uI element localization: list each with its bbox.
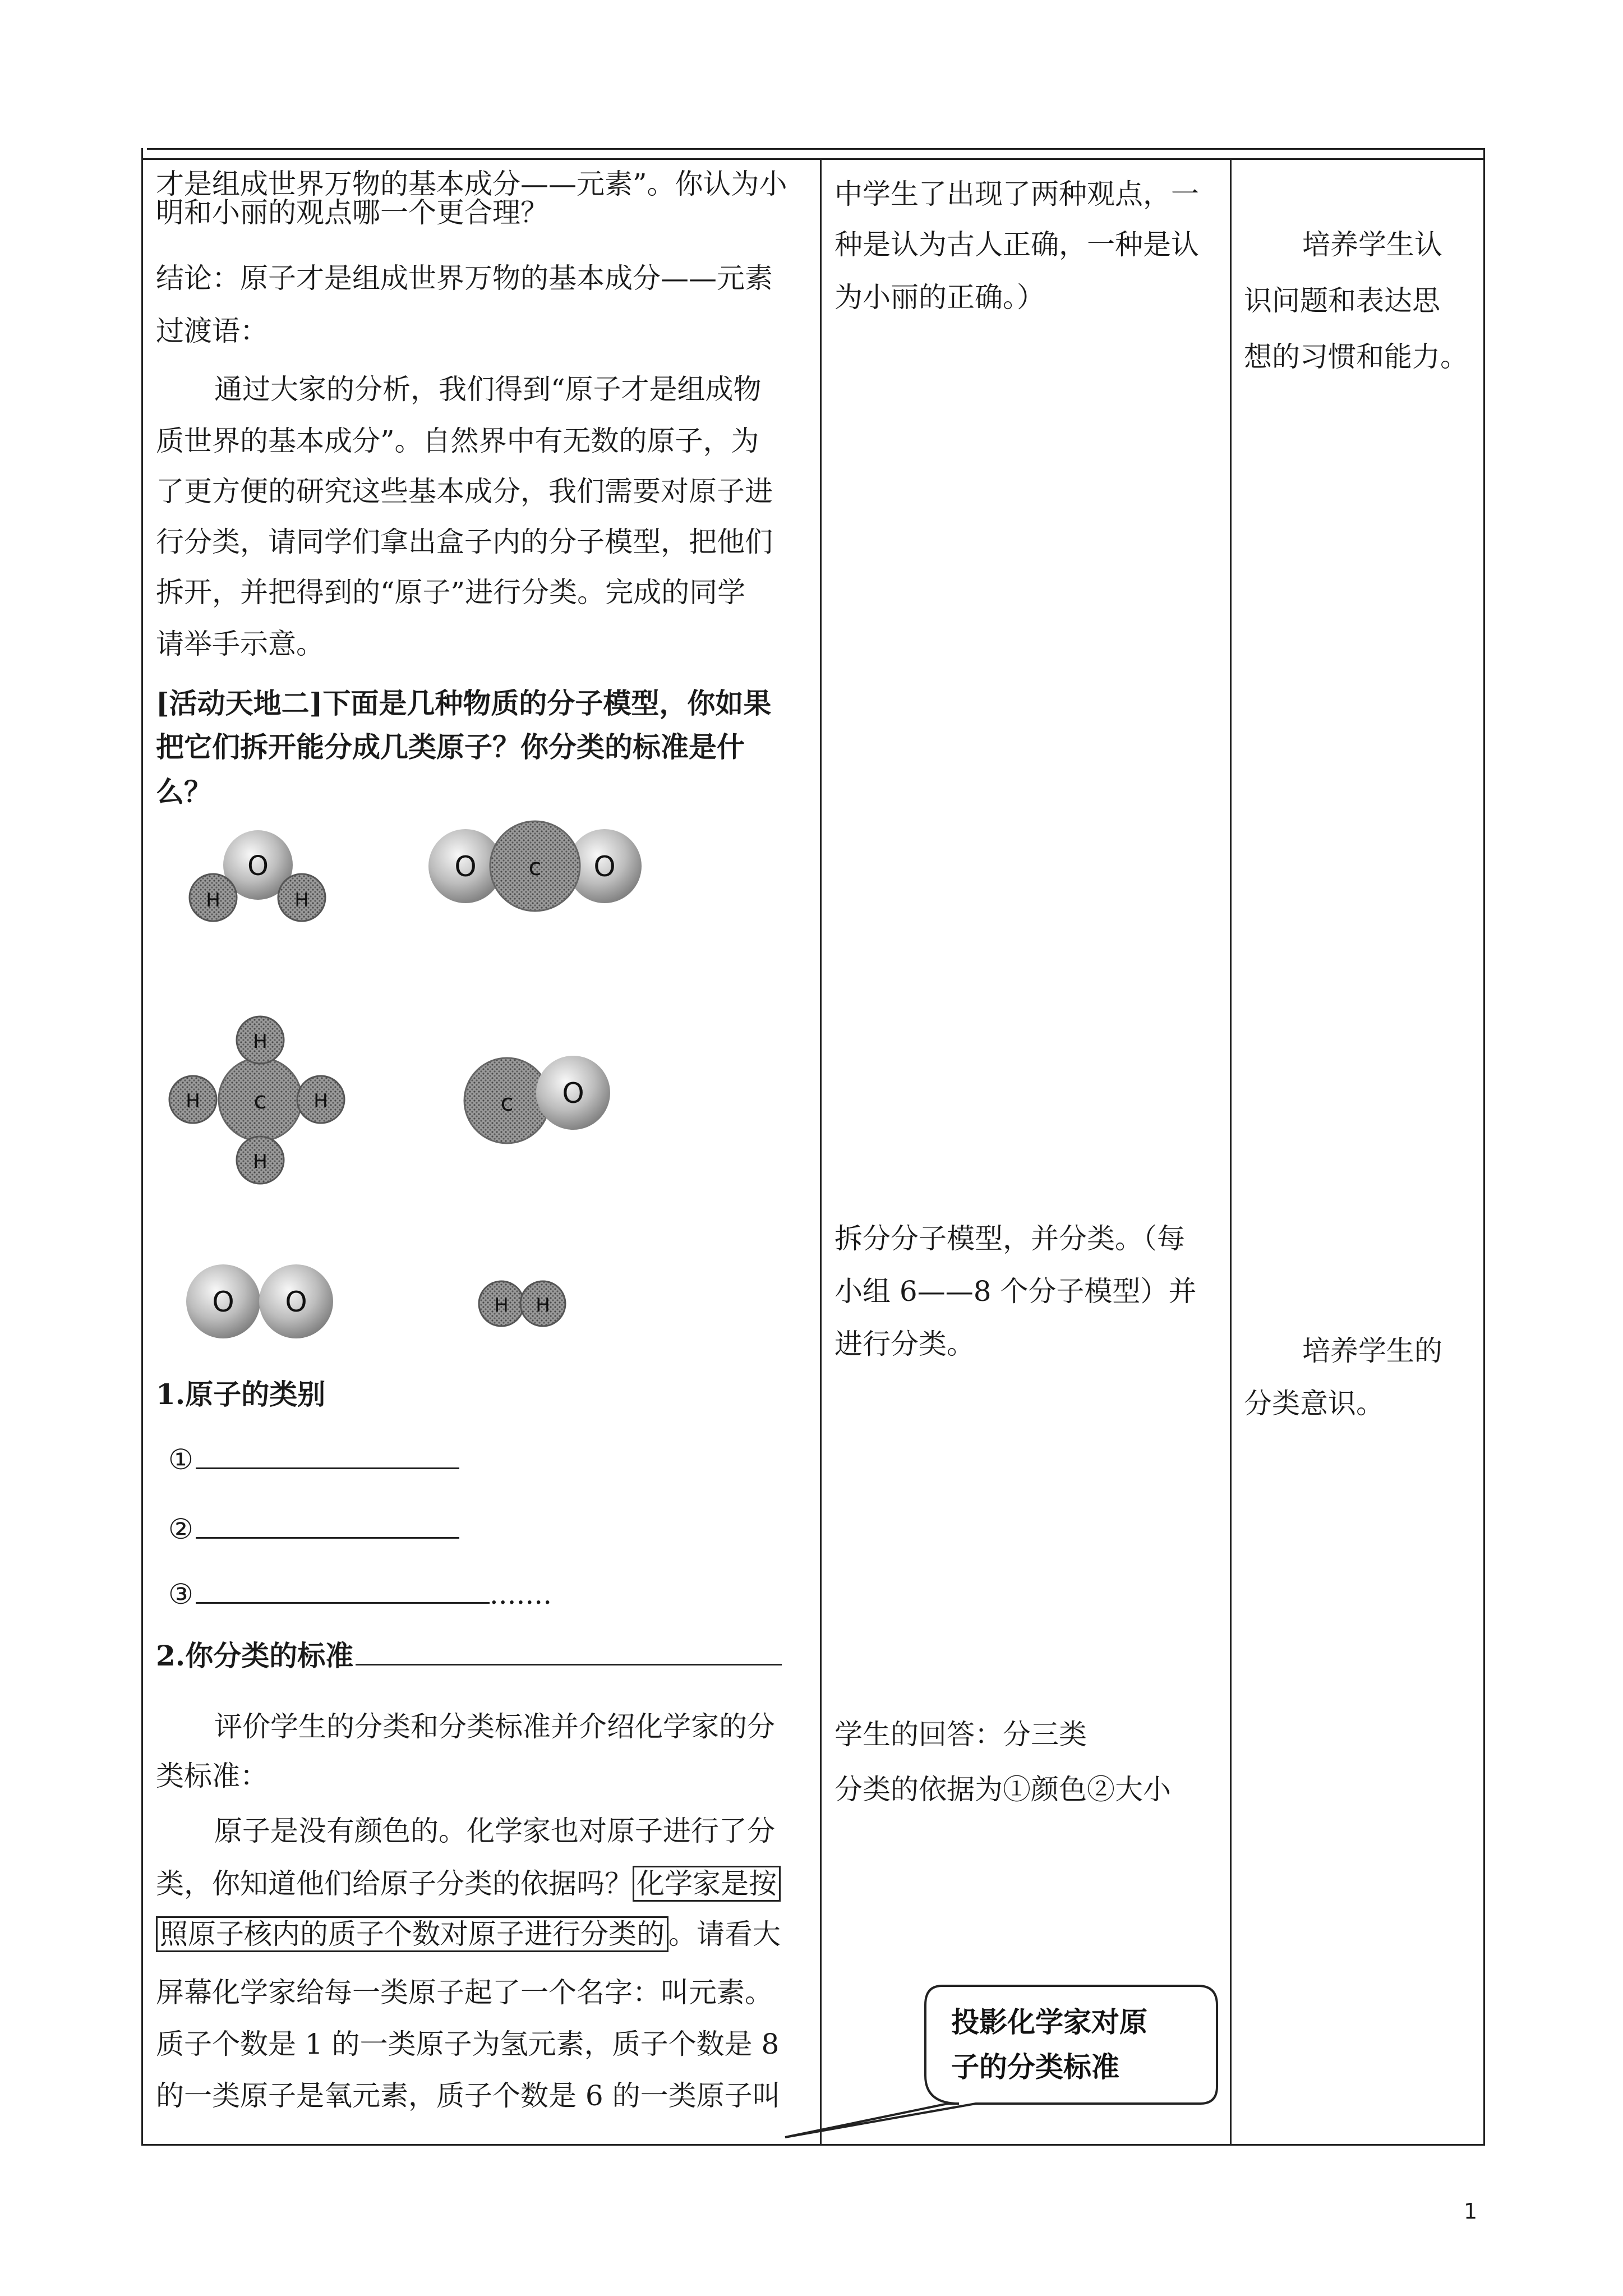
hydrogen-label: H xyxy=(206,889,220,912)
table-left-border xyxy=(141,148,143,2146)
text-line: 拆分分子模型，并分类。（每 xyxy=(834,1222,1185,1255)
hydrogen-label: H xyxy=(494,1294,509,1317)
conclusion-line: 结论：原子才是组成世界万物的基本成分——元素 xyxy=(156,262,773,295)
table-right-border xyxy=(1483,148,1485,2146)
page-number: 1 xyxy=(1464,2199,1478,2224)
text-line: 拆开，并把得到的“原子”进行分类。完成的同学 xyxy=(156,576,746,609)
top-rule xyxy=(147,148,1485,150)
answer-line-1: ① xyxy=(168,1434,459,1485)
text-line: 培养学生认 xyxy=(1302,228,1442,261)
text-line: 种是认为古人正确，一种是认 xyxy=(834,228,1199,261)
highlight-box: 照原子核内的质子个数对原子进行分类的 xyxy=(156,1916,668,1952)
column-divider-2 xyxy=(1230,158,1232,2146)
hydrogen-molecule xyxy=(479,1281,565,1326)
text-line: 评价学生的分类和分类标准并介绍化学家的分 xyxy=(214,1710,775,1743)
methane-molecule xyxy=(169,1016,344,1184)
question-1-title: 1.原子的类别 xyxy=(156,1378,326,1411)
text-line: 明和小丽的观点哪一个更合理？ xyxy=(156,196,548,229)
hydrogen-label: H xyxy=(253,1030,268,1053)
oxygen-label: O xyxy=(454,850,477,883)
text-line: 请举手示意。 xyxy=(156,628,324,660)
text-line: 的一类原子是氧元素，质子个数是 6 的一类原子叫 xyxy=(156,2079,781,2112)
answer-line-3: ③ ....... xyxy=(168,1568,552,1620)
oxygen-label: O xyxy=(212,1286,234,1318)
activity-heading: 把它们拆开能分成几类原子？你分类的标准是什 xyxy=(156,730,745,763)
hydrogen-label: H xyxy=(536,1294,550,1317)
hydrogen-label: H xyxy=(186,1090,200,1112)
activity-heading: 么？ xyxy=(156,775,212,808)
text-line: 原子是没有颜色的。化学家也对原子进行了分 xyxy=(214,1815,775,1847)
transition-label: 过渡语： xyxy=(156,315,268,347)
oxygen-label: O xyxy=(247,850,269,882)
text-line: 分类意识。 xyxy=(1244,1387,1384,1420)
highlight-box: 化学家是按 xyxy=(633,1866,781,1902)
hydrogen-label: H xyxy=(313,1090,328,1112)
callout-bubble xyxy=(774,1969,1223,2148)
text-line: 为小丽的正确。） xyxy=(834,281,1045,314)
oxygen-label: O xyxy=(593,850,616,883)
carbon-label: c xyxy=(500,1089,514,1116)
text-line: 进行分类。 xyxy=(834,1328,975,1360)
text-line: 分类的依据为①颜色②大小 xyxy=(834,1773,1171,1806)
text-line: 类标准： xyxy=(156,1760,268,1792)
water-molecule xyxy=(190,830,325,921)
hydrogen-label: H xyxy=(253,1151,268,1173)
oxygen-label: O xyxy=(562,1077,584,1110)
carbon-label: c xyxy=(253,1087,267,1114)
question-2-title: 2.你分类的标准 xyxy=(156,1630,782,1682)
text-line: 小组 6——8 个分子模型）并 xyxy=(834,1275,1197,1308)
text-line: 才是组成世界万物的基本成分——元素”。你认为小 xyxy=(156,168,787,200)
molecule-models xyxy=(150,808,812,1346)
text-line: 照原子核内的质子个数对原子进行分类的 。请看大 xyxy=(156,1908,781,1960)
carbon-label: c xyxy=(528,853,542,881)
callout-text: 子的分类标准 xyxy=(951,2051,1119,2083)
callout-text: 投影化学家对原 xyxy=(951,2006,1147,2039)
column-divider-1 xyxy=(820,158,822,2146)
text-line: 质世界的基本成分”。自然界中有无数的原子，为 xyxy=(156,425,759,457)
oxygen-molecule xyxy=(186,1264,333,1338)
hydrogen-label: H xyxy=(294,889,309,912)
text-line: 培养学生的 xyxy=(1302,1335,1442,1367)
text-line: 行分类，请同学们拿出盒子内的分子模型，把他们 xyxy=(156,526,773,558)
text-line: 类，你知道他们给原子分类的依据吗？ 化学家是按 xyxy=(156,1858,781,1910)
text-line: 识问题和表达思 xyxy=(1244,284,1440,317)
activity-heading: [活动天地二]下面是几种物质的分子模型，你如果 xyxy=(156,687,772,720)
text-line: 了更方便的研究这些基本成分，我们需要对原子进 xyxy=(156,475,773,508)
carbon-monoxide-molecule xyxy=(464,1056,610,1143)
text-line: 中学生了出现了两种观点，一 xyxy=(834,178,1199,210)
text-line: 屏幕化学家给每一类原子起了一个名字：叫元素。 xyxy=(156,1976,773,2009)
carbon-dioxide-molecule xyxy=(428,821,642,911)
answer-line-2: ② xyxy=(168,1503,459,1555)
text-line: 想的习惯和能力。 xyxy=(1244,341,1468,373)
text-line: 通过大家的分析，我们得到“原子才是组成物 xyxy=(214,373,762,406)
text-line: 学生的回答：分三类 xyxy=(834,1718,1087,1751)
oxygen-label: O xyxy=(285,1286,307,1318)
text-line: 质子个数是 1 的一类原子为氢元素，质子个数是 8 xyxy=(156,2028,780,2060)
